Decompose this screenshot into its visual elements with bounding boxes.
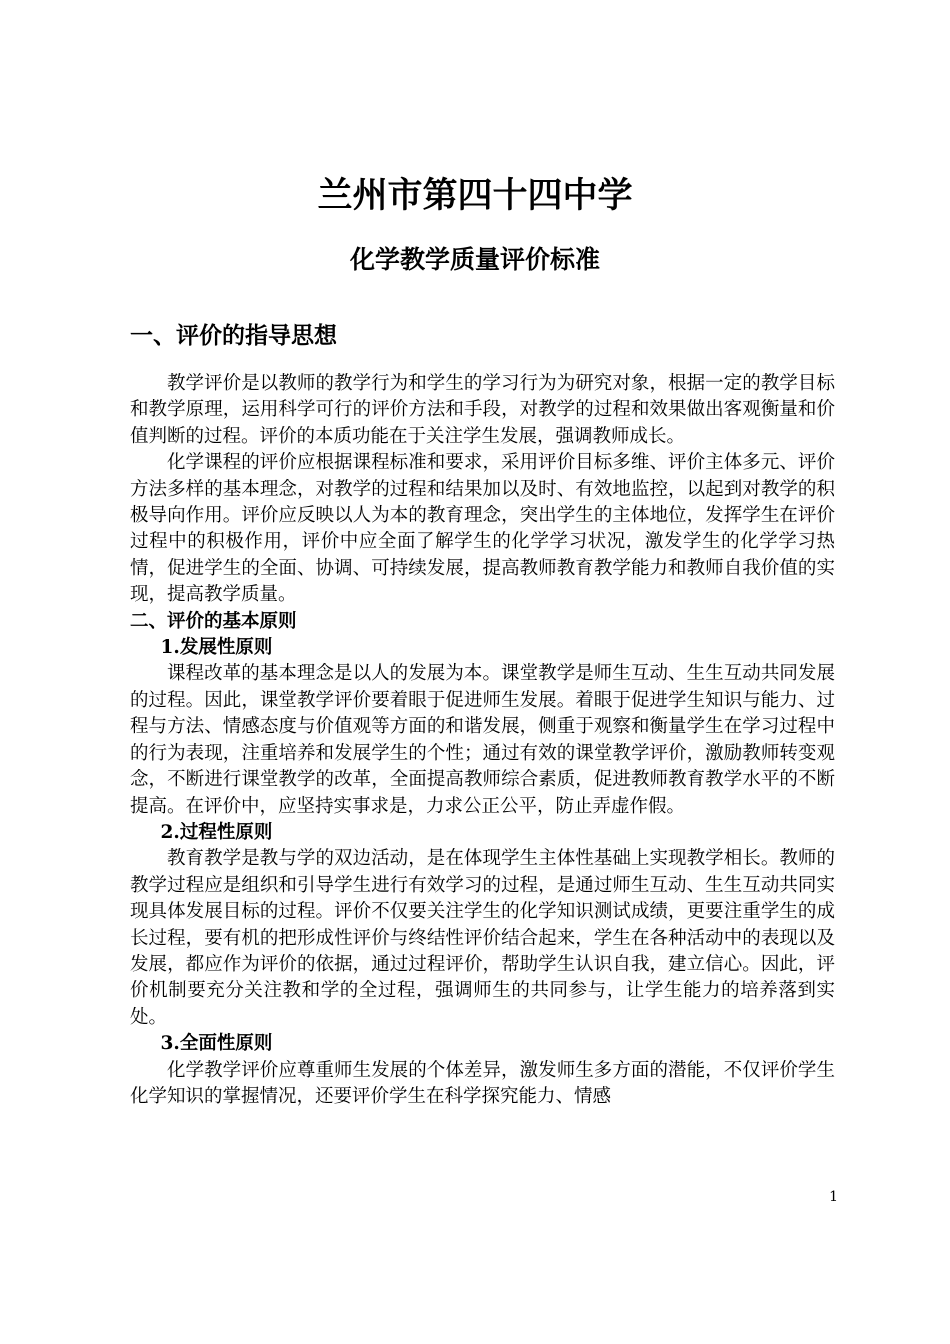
principle-heading-process: 2.过程性原则 bbox=[160, 821, 273, 843]
page-number: 1 bbox=[829, 1189, 838, 1205]
body-text bbox=[130, 371, 835, 1110]
page-title: 兰州市第四十四中学 bbox=[317, 175, 633, 216]
principle-text-development: 课程改革的基本理念是以人的发展为本。课堂教学是师生互动、生生互动共同发展的过程。因此，课堂教学评价要着眼于促进师生发展。着眼于促进学生知识与能力、过程与方法、情感态度与价值观等方面的和谐发展，侧重于观察和衡量学生在学习过程中的行为表现，注重培养和发展学生的个性；通过有效的课堂教学评价，激励教师转变观念，不断进行课堂教学的改革，全面提高教师综合素质，促进教师教育教学水平的不断提高。在评价中，应坚持实事求是，力求公正公平，防止弄虚作假。 bbox=[130, 663, 835, 817]
paragraph-intro-1: 教学评价是以教师的教学行为和学生的学习行为为研究对象，根据一定的教学目标和教学原理，运用科学可行的评价方法和手段，对教学的过程和效果做出客观衡量和价值判断的过程。评价的本质功能在于关注学生发展，强调教师成长。 bbox=[130, 373, 835, 447]
section-heading-guiding-idea: 一、评价的指导思想 bbox=[130, 322, 337, 349]
principle-heading-comprehensive: 3.全面性原则 bbox=[160, 1033, 273, 1055]
paragraph-intro-2: 化学课程的评价应根据课程标准和要求，采用评价目标多维、评价主体多元、评价方法多样的基本理念，对教学的过程和结果加以及时、有效地监控，以起到对教学的积极导向作用。评价应反映以人为本的教育理念，突出学生的主体地位，发挥学生在评价过程中的积极作用，评价中应全面了解学生的化学学习状况，激发学生的化学学习热情，促进学生的全面、协调、可持续发展，提高教师教育教学能力和教师自我价值的实现，提高教学质量。 bbox=[130, 452, 835, 606]
section-heading-basic-principles: 二、评价的基本原则 bbox=[130, 610, 297, 632]
page-subtitle: 化学教学质量评价标准 bbox=[349, 245, 600, 274]
principle-heading-development: 1.发展性原则 bbox=[160, 637, 273, 659]
principle-text-process: 教育教学是教与学的双边活动，是在体现学生主体性基础上实现教学相长。教师的教学过程应是组织和引导学生进行有效学习的过程，是通过师生互动、生生互动共同实现具体发展目标的过程。评价不仅要关注学生的化学知识测试成绩，更要注重学生的成长过程，要有机的把形成性评价与终结性评价结合起来，学生在各种活动中的表现以及发展，都应作为评价的依据，通过过程评价，帮助学生认识自我，建立信心。因此，评价机制要充分关注教和学的全过程，强调师生的共同参与，让学生能力的培养落到实处。 bbox=[130, 848, 835, 1028]
principle-text-comprehensive: 化学教学评价应尊重师生发展的个体差异，激发师生多方面的潜能，不仅评价学生化学知识的掌握情况，还要评价学生在科学探究能力、情感 bbox=[130, 1059, 835, 1107]
